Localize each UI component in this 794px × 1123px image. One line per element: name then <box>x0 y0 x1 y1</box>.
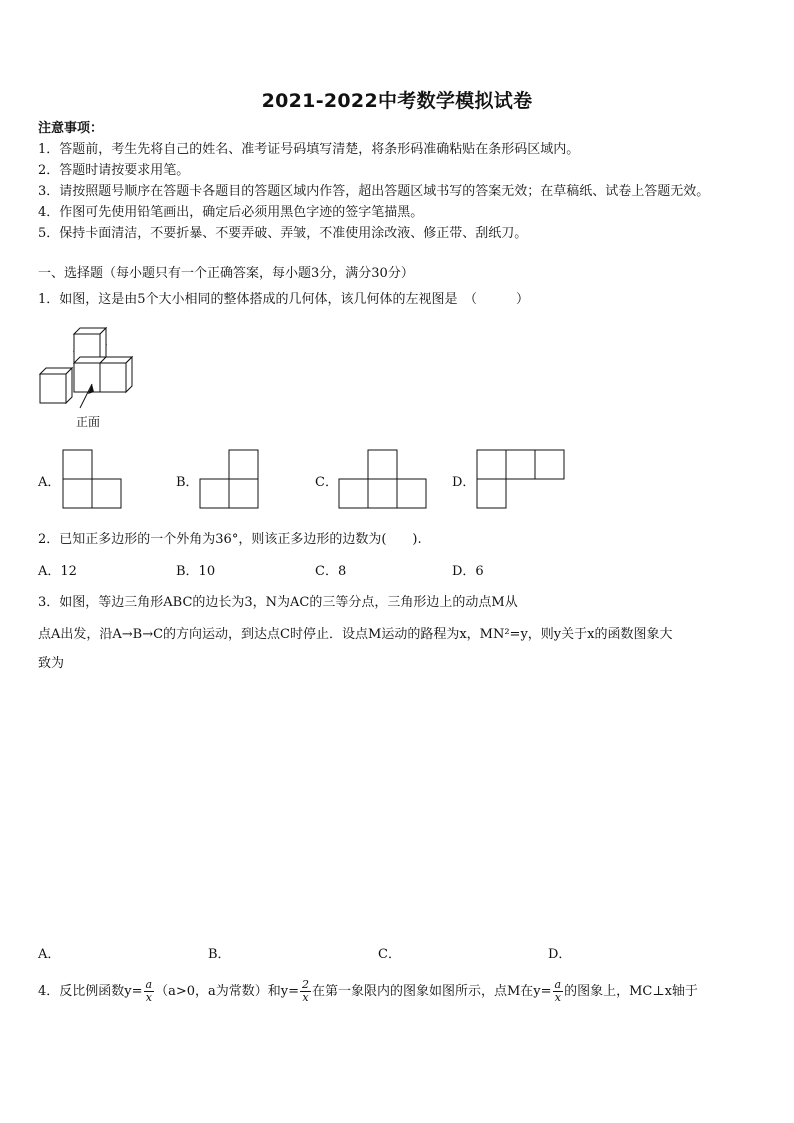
q4-frac3-den: x <box>554 991 561 1004</box>
option-d-figure <box>476 449 568 511</box>
option-a-label: A． <box>38 475 61 490</box>
question-3-line-2: 点A出发，沿A→B→C的方向运动，到达点C时停止．设点M运动的路程为x，MN²=y，则y关于x的函数图象大 <box>38 627 673 642</box>
q4-part-3: 在第一象限内的图象如图所示，点M在y= <box>311 984 552 999</box>
front-label: 正面 <box>76 415 101 429</box>
option-b-figure <box>199 449 261 511</box>
option-d-label: D． <box>452 475 476 490</box>
q4-part-2: （a>0，a为常数）和y= <box>155 984 299 999</box>
q4-frac1-den: x <box>145 991 152 1004</box>
notice-heading: 注意事项： <box>38 121 104 136</box>
section-heading: 一、选择题（每小题只有一个正确答案，每小题3分，满分30分） <box>38 266 414 281</box>
q3-option-b: B． <box>208 947 231 962</box>
q3-option-a: A． <box>38 947 61 962</box>
q2-option-d: D．6 <box>452 564 484 579</box>
question-3-line-1: 3．如图，等边三角形ABC的边长为3，N为AC的三等分点，三角形边上的动点M从 <box>38 595 518 610</box>
notice-item: 1．答题前，考生先将自己的姓名、准考证号码填写清楚，将条形码准确粘贴在条形码区域内。 <box>38 142 580 157</box>
q4-frac3-num: a <box>554 978 562 991</box>
q4-fraction-2 <box>300 979 311 1004</box>
notice-item: 2．答题时请按要求用笔。 <box>38 163 190 178</box>
question-4-text <box>38 978 698 1006</box>
q4-part-4: 的图象上，MC⊥x轴于 <box>564 984 698 999</box>
q3-option-c: C． <box>378 947 401 962</box>
option-c-label: C． <box>315 475 338 490</box>
q4-part-1: 4．反比例函数y= <box>38 984 143 999</box>
q3-option-d: D． <box>548 947 572 962</box>
q2-option-a: A．12 <box>38 564 77 579</box>
question-1-text: 1．如图，这是由5个大小相同的整体搭成的几何体，该几何体的左视图是 （ ） <box>38 292 530 307</box>
q4-frac1-num: a <box>145 978 153 991</box>
q4-fraction-3 <box>553 979 564 1004</box>
notice-item: 3．请按照题号顺序在答题卡各题目的答题区域内作答，超出答题区域书写的答案无效；在草稿纸、试卷上答题无效。 <box>38 184 710 199</box>
q4-fraction-1 <box>144 979 155 1004</box>
q4-frac2-den: x <box>302 991 309 1004</box>
q2-option-c: C．8 <box>315 564 347 579</box>
q4-frac2-num: 2 <box>301 978 309 991</box>
option-b-label: B． <box>176 475 199 490</box>
question-2-text: 2．已知正多边形的一个外角为36°，则该正多边形的边数为( ). <box>38 532 422 547</box>
notice-item: 5．保持卡面清洁，不要折暴、不要弄破、弄皱，不准使用涂改液、修正带、刮纸刀。 <box>38 226 528 241</box>
option-c-figure <box>338 449 430 511</box>
option-a-figure <box>62 449 124 511</box>
q2-option-b: B．10 <box>176 564 216 579</box>
page-title: 2021-2022中考数学模拟试卷 <box>261 90 533 112</box>
question-3-line-3: 致为 <box>38 656 65 671</box>
notice-item: 4．作图可先使用铅笔画出，确定后必须用黑色字迹的签字笔描黑。 <box>38 205 424 220</box>
